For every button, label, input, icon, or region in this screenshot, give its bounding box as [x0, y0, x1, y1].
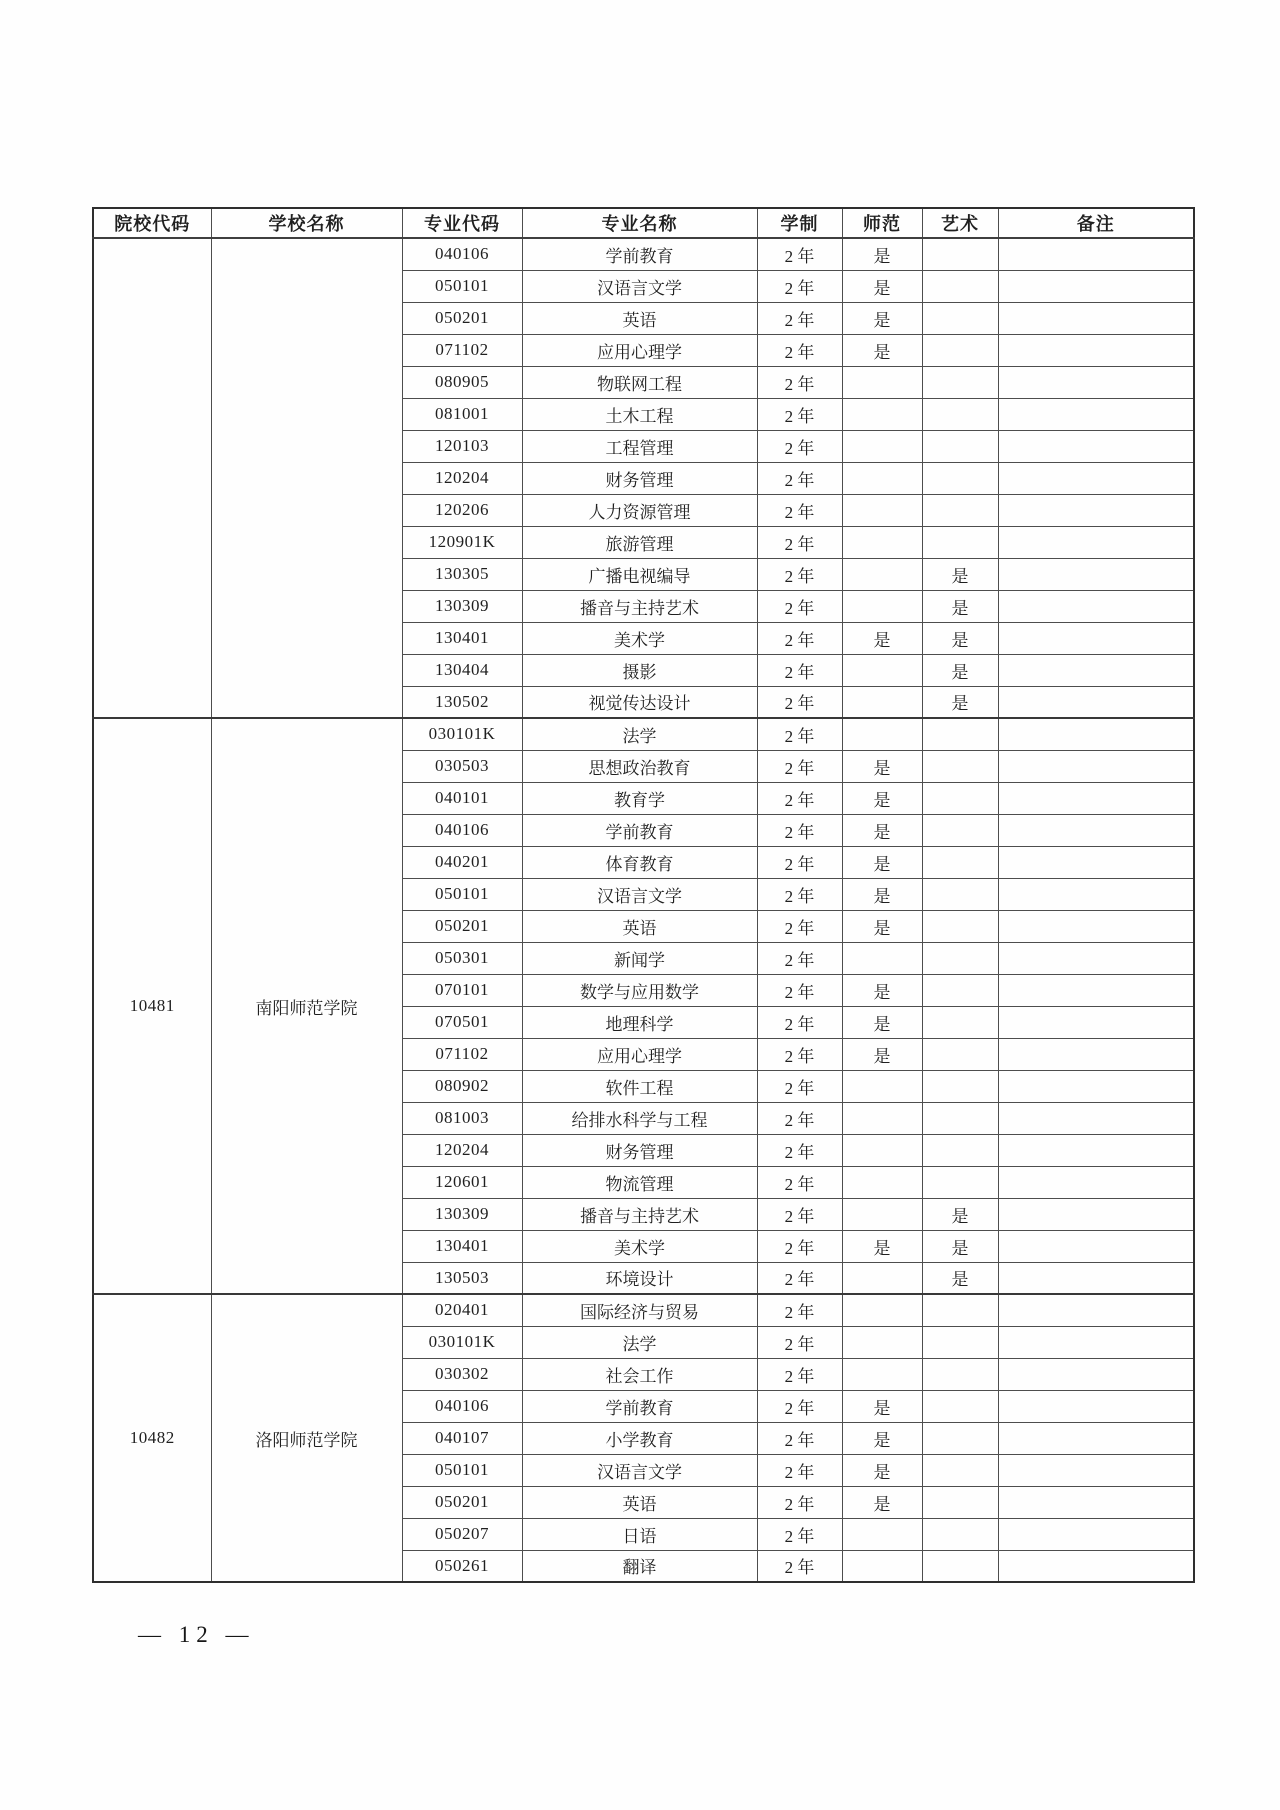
- major-code-cell: 130503: [402, 1262, 522, 1294]
- duration-cell: 2 年: [757, 366, 842, 398]
- major-code-cell: 080905: [402, 366, 522, 398]
- normal-flag-cell: [842, 1550, 922, 1582]
- institution-code-cell: 10482: [93, 1294, 211, 1582]
- art-flag-cell: [922, 1006, 998, 1038]
- page-number: — 12 —: [138, 1622, 255, 1647]
- major-name-cell: 环境设计: [522, 1262, 757, 1294]
- art-flag-cell: [922, 814, 998, 846]
- duration-cell: 2 年: [757, 590, 842, 622]
- art-flag-cell: [922, 718, 998, 750]
- art-flag-cell: [922, 430, 998, 462]
- major-code-cell: 030101K: [402, 718, 522, 750]
- table-row: [93, 1294, 1194, 1326]
- normal-flag-cell: 是: [842, 910, 922, 942]
- remarks-cell: [998, 494, 1194, 526]
- duration-cell: 2 年: [757, 1550, 842, 1582]
- remarks-cell: [998, 1518, 1194, 1550]
- major-name-cell: 土木工程: [522, 398, 757, 430]
- duration-cell: 2 年: [757, 302, 842, 334]
- col-header-remarks: 备注: [998, 208, 1194, 238]
- major-name-cell: 美术学: [522, 622, 757, 654]
- major-code-cell: 130401: [402, 622, 522, 654]
- duration-cell: 2 年: [757, 1422, 842, 1454]
- normal-flag-cell: 是: [842, 846, 922, 878]
- major-code-cell: 050101: [402, 270, 522, 302]
- major-code-cell: 130309: [402, 1198, 522, 1230]
- normal-flag-cell: [842, 1198, 922, 1230]
- major-name-cell: 小学教育: [522, 1422, 757, 1454]
- duration-cell: 2 年: [757, 686, 842, 718]
- col-header-school-name: 学校名称: [211, 208, 402, 238]
- normal-flag-cell: 是: [842, 1038, 922, 1070]
- normal-flag-cell: 是: [842, 1230, 922, 1262]
- normal-flag-cell: [842, 558, 922, 590]
- art-flag-cell: [922, 942, 998, 974]
- table-row: [93, 718, 1194, 750]
- major-code-cell: 040107: [402, 1422, 522, 1454]
- art-flag-cell: [922, 1454, 998, 1486]
- duration-cell: 2 年: [757, 1326, 842, 1358]
- remarks-cell: [998, 1358, 1194, 1390]
- art-flag-cell: 是: [922, 622, 998, 654]
- art-flag-cell: 是: [922, 558, 998, 590]
- major-code-cell: 120204: [402, 462, 522, 494]
- col-header-normal: 师范: [842, 208, 922, 238]
- major-name-cell: 软件工程: [522, 1070, 757, 1102]
- major-code-cell: 070101: [402, 974, 522, 1006]
- major-name-cell: 新闻学: [522, 942, 757, 974]
- duration-cell: 2 年: [757, 654, 842, 686]
- normal-flag-cell: [842, 654, 922, 686]
- table-row: [93, 238, 1194, 270]
- art-flag-cell: [922, 366, 998, 398]
- major-code-cell: 030101K: [402, 1326, 522, 1358]
- remarks-cell: [998, 334, 1194, 366]
- normal-flag-cell: 是: [842, 1454, 922, 1486]
- duration-cell: 2 年: [757, 1134, 842, 1166]
- duration-cell: 2 年: [757, 1230, 842, 1262]
- major-name-cell: 给排水科学与工程: [522, 1102, 757, 1134]
- remarks-cell: [998, 1102, 1194, 1134]
- normal-flag-cell: 是: [842, 622, 922, 654]
- normal-flag-cell: [842, 526, 922, 558]
- major-code-cell: 050201: [402, 910, 522, 942]
- normal-flag-cell: 是: [842, 334, 922, 366]
- remarks-cell: [998, 654, 1194, 686]
- art-flag-cell: 是: [922, 686, 998, 718]
- col-header-institution-code: 院校代码: [93, 208, 211, 238]
- art-flag-cell: [922, 1486, 998, 1518]
- art-flag-cell: [922, 334, 998, 366]
- duration-cell: 2 年: [757, 1070, 842, 1102]
- major-code-cell: 130502: [402, 686, 522, 718]
- normal-flag-cell: 是: [842, 238, 922, 270]
- major-code-cell: 080902: [402, 1070, 522, 1102]
- normal-flag-cell: 是: [842, 270, 922, 302]
- remarks-cell: [998, 1294, 1194, 1326]
- normal-flag-cell: [842, 1070, 922, 1102]
- normal-flag-cell: [842, 494, 922, 526]
- duration-cell: 2 年: [757, 1454, 842, 1486]
- duration-cell: 2 年: [757, 430, 842, 462]
- major-name-cell: 数学与应用数学: [522, 974, 757, 1006]
- art-flag-cell: [922, 1038, 998, 1070]
- duration-cell: 2 年: [757, 526, 842, 558]
- major-code-cell: 040106: [402, 1390, 522, 1422]
- col-header-major-code: 专业代码: [402, 208, 522, 238]
- duration-cell: 2 年: [757, 846, 842, 878]
- normal-flag-cell: [842, 1134, 922, 1166]
- art-flag-cell: [922, 1422, 998, 1454]
- major-code-cell: 130401: [402, 1230, 522, 1262]
- major-name-cell: 英语: [522, 1486, 757, 1518]
- major-name-cell: 美术学: [522, 1230, 757, 1262]
- normal-flag-cell: 是: [842, 974, 922, 1006]
- major-code-cell: 040101: [402, 782, 522, 814]
- major-name-cell: 财务管理: [522, 1134, 757, 1166]
- remarks-cell: [998, 622, 1194, 654]
- remarks-cell: [998, 910, 1194, 942]
- remarks-cell: [998, 558, 1194, 590]
- remarks-cell: [998, 1486, 1194, 1518]
- art-flag-cell: [922, 974, 998, 1006]
- normal-flag-cell: [842, 398, 922, 430]
- major-name-cell: 财务管理: [522, 462, 757, 494]
- major-code-cell: 120204: [402, 1134, 522, 1166]
- major-code-cell: 030302: [402, 1358, 522, 1390]
- major-name-cell: 物联网工程: [522, 366, 757, 398]
- remarks-cell: [998, 1550, 1194, 1582]
- major-code-cell: 130404: [402, 654, 522, 686]
- remarks-cell: [998, 846, 1194, 878]
- duration-cell: 2 年: [757, 1390, 842, 1422]
- major-name-cell: 学前教育: [522, 814, 757, 846]
- major-name-cell: 地理科学: [522, 1006, 757, 1038]
- normal-flag-cell: 是: [842, 782, 922, 814]
- major-code-cell: 050261: [402, 1550, 522, 1582]
- major-name-cell: 人力资源管理: [522, 494, 757, 526]
- normal-flag-cell: [842, 1358, 922, 1390]
- art-flag-cell: [922, 494, 998, 526]
- normal-flag-cell: [842, 462, 922, 494]
- major-name-cell: 广播电视编导: [522, 558, 757, 590]
- normal-flag-cell: [842, 430, 922, 462]
- remarks-cell: [998, 1198, 1194, 1230]
- major-name-cell: 视觉传达设计: [522, 686, 757, 718]
- remarks-cell: [998, 1230, 1194, 1262]
- duration-cell: 2 年: [757, 750, 842, 782]
- major-name-cell: 国际经济与贸易: [522, 1294, 757, 1326]
- major-code-cell: 030503: [402, 750, 522, 782]
- major-name-cell: 旅游管理: [522, 526, 757, 558]
- col-header-art: 艺术: [922, 208, 998, 238]
- remarks-cell: [998, 430, 1194, 462]
- duration-cell: 2 年: [757, 334, 842, 366]
- institution-code-cell: [93, 238, 211, 718]
- remarks-cell: [998, 1038, 1194, 1070]
- remarks-cell: [998, 366, 1194, 398]
- duration-cell: 2 年: [757, 1518, 842, 1550]
- major-name-cell: 汉语言文学: [522, 878, 757, 910]
- duration-cell: 2 年: [757, 910, 842, 942]
- major-code-cell: 120601: [402, 1166, 522, 1198]
- normal-flag-cell: [842, 942, 922, 974]
- major-code-cell: 050207: [402, 1518, 522, 1550]
- major-name-cell: 日语: [522, 1518, 757, 1550]
- major-name-cell: 播音与主持艺术: [522, 590, 757, 622]
- major-code-cell: 050101: [402, 1454, 522, 1486]
- major-name-cell: 学前教育: [522, 238, 757, 270]
- major-code-cell: 120206: [402, 494, 522, 526]
- duration-cell: 2 年: [757, 462, 842, 494]
- header-row: [93, 208, 1194, 238]
- art-flag-cell: [922, 302, 998, 334]
- art-flag-cell: [922, 1326, 998, 1358]
- remarks-cell: [998, 302, 1194, 334]
- major-name-cell: 英语: [522, 910, 757, 942]
- major-name-cell: 汉语言文学: [522, 270, 757, 302]
- major-code-cell: 120901K: [402, 526, 522, 558]
- duration-cell: 2 年: [757, 878, 842, 910]
- normal-flag-cell: 是: [842, 1390, 922, 1422]
- remarks-cell: [998, 1454, 1194, 1486]
- major-code-cell: 130309: [402, 590, 522, 622]
- duration-cell: 2 年: [757, 622, 842, 654]
- remarks-cell: [998, 814, 1194, 846]
- major-name-cell: 社会工作: [522, 1358, 757, 1390]
- art-flag-cell: [922, 1166, 998, 1198]
- art-flag-cell: [922, 398, 998, 430]
- remarks-cell: [998, 1134, 1194, 1166]
- normal-flag-cell: [842, 590, 922, 622]
- remarks-cell: [998, 398, 1194, 430]
- art-flag-cell: [922, 910, 998, 942]
- duration-cell: 2 年: [757, 814, 842, 846]
- major-name-cell: 体育教育: [522, 846, 757, 878]
- duration-cell: 2 年: [757, 782, 842, 814]
- art-flag-cell: [922, 1358, 998, 1390]
- duration-cell: 2 年: [757, 1262, 842, 1294]
- remarks-cell: [998, 1390, 1194, 1422]
- art-flag-cell: [922, 238, 998, 270]
- normal-flag-cell: 是: [842, 1422, 922, 1454]
- duration-cell: 2 年: [757, 1198, 842, 1230]
- majors-table-body: [93, 238, 1194, 1582]
- art-flag-cell: [922, 1294, 998, 1326]
- major-code-cell: 040106: [402, 814, 522, 846]
- major-name-cell: 播音与主持艺术: [522, 1198, 757, 1230]
- major-code-cell: 081003: [402, 1102, 522, 1134]
- normal-flag-cell: 是: [842, 814, 922, 846]
- normal-flag-cell: 是: [842, 302, 922, 334]
- normal-flag-cell: 是: [842, 1006, 922, 1038]
- art-flag-cell: [922, 1518, 998, 1550]
- major-code-cell: 130305: [402, 558, 522, 590]
- duration-cell: 2 年: [757, 1102, 842, 1134]
- art-flag-cell: [922, 1550, 998, 1582]
- remarks-cell: [998, 686, 1194, 718]
- duration-cell: 2 年: [757, 974, 842, 1006]
- normal-flag-cell: [842, 1166, 922, 1198]
- major-name-cell: 学前教育: [522, 1390, 757, 1422]
- major-code-cell: 081001: [402, 398, 522, 430]
- normal-flag-cell: [842, 718, 922, 750]
- major-name-cell: 思想政治教育: [522, 750, 757, 782]
- remarks-cell: [998, 1006, 1194, 1038]
- major-code-cell: 040106: [402, 238, 522, 270]
- remarks-cell: [998, 462, 1194, 494]
- remarks-cell: [998, 718, 1194, 750]
- normal-flag-cell: [842, 1262, 922, 1294]
- major-code-cell: 120103: [402, 430, 522, 462]
- major-code-cell: 020401: [402, 1294, 522, 1326]
- school-name-cell: 洛阳师范学院: [211, 1294, 402, 1582]
- art-flag-cell: [922, 462, 998, 494]
- remarks-cell: [998, 782, 1194, 814]
- normal-flag-cell: [842, 366, 922, 398]
- school-name-cell: [211, 238, 402, 718]
- major-name-cell: 英语: [522, 302, 757, 334]
- art-flag-cell: 是: [922, 1262, 998, 1294]
- art-flag-cell: 是: [922, 1230, 998, 1262]
- duration-cell: 2 年: [757, 494, 842, 526]
- remarks-cell: [998, 238, 1194, 270]
- duration-cell: 2 年: [757, 1166, 842, 1198]
- col-header-major-name: 专业名称: [522, 208, 757, 238]
- art-flag-cell: [922, 1102, 998, 1134]
- duration-cell: 2 年: [757, 398, 842, 430]
- major-name-cell: 应用心理学: [522, 1038, 757, 1070]
- major-code-cell: 040201: [402, 846, 522, 878]
- major-name-cell: 摄影: [522, 654, 757, 686]
- remarks-cell: [998, 1262, 1194, 1294]
- major-name-cell: 物流管理: [522, 1166, 757, 1198]
- duration-cell: 2 年: [757, 270, 842, 302]
- remarks-cell: [998, 1326, 1194, 1358]
- remarks-cell: [998, 942, 1194, 974]
- remarks-cell: [998, 1422, 1194, 1454]
- art-flag-cell: [922, 750, 998, 782]
- major-code-cell: 050301: [402, 942, 522, 974]
- duration-cell: 2 年: [757, 558, 842, 590]
- duration-cell: 2 年: [757, 942, 842, 974]
- art-flag-cell: [922, 270, 998, 302]
- major-name-cell: 工程管理: [522, 430, 757, 462]
- art-flag-cell: [922, 526, 998, 558]
- major-code-cell: 050201: [402, 302, 522, 334]
- remarks-cell: [998, 1166, 1194, 1198]
- remarks-cell: [998, 974, 1194, 1006]
- major-code-cell: 050201: [402, 1486, 522, 1518]
- table-header: [93, 208, 1194, 238]
- duration-cell: 2 年: [757, 238, 842, 270]
- major-name-cell: 应用心理学: [522, 334, 757, 366]
- institution-code-cell: 10481: [93, 718, 211, 1294]
- major-name-cell: 法学: [522, 1326, 757, 1358]
- remarks-cell: [998, 878, 1194, 910]
- remarks-cell: [998, 750, 1194, 782]
- major-name-cell: 汉语言文学: [522, 1454, 757, 1486]
- remarks-cell: [998, 590, 1194, 622]
- art-flag-cell: [922, 1134, 998, 1166]
- remarks-cell: [998, 526, 1194, 558]
- duration-cell: 2 年: [757, 1006, 842, 1038]
- major-code-cell: 070501: [402, 1006, 522, 1038]
- major-name-cell: 教育学: [522, 782, 757, 814]
- art-flag-cell: [922, 1070, 998, 1102]
- normal-flag-cell: [842, 1326, 922, 1358]
- duration-cell: 2 年: [757, 1486, 842, 1518]
- remarks-cell: [998, 1070, 1194, 1102]
- major-code-cell: 071102: [402, 334, 522, 366]
- normal-flag-cell: [842, 686, 922, 718]
- art-flag-cell: [922, 846, 998, 878]
- normal-flag-cell: [842, 1294, 922, 1326]
- majors-table: [92, 207, 1195, 1583]
- school-name-cell: 南阳师范学院: [211, 718, 402, 1294]
- major-name-cell: 翻译: [522, 1550, 757, 1582]
- normal-flag-cell: 是: [842, 878, 922, 910]
- art-flag-cell: 是: [922, 590, 998, 622]
- major-code-cell: 071102: [402, 1038, 522, 1070]
- duration-cell: 2 年: [757, 1038, 842, 1070]
- remarks-cell: [998, 270, 1194, 302]
- normal-flag-cell: 是: [842, 750, 922, 782]
- art-flag-cell: 是: [922, 1198, 998, 1230]
- art-flag-cell: [922, 878, 998, 910]
- art-flag-cell: [922, 782, 998, 814]
- duration-cell: 2 年: [757, 1358, 842, 1390]
- normal-flag-cell: [842, 1102, 922, 1134]
- normal-flag-cell: 是: [842, 1486, 922, 1518]
- duration-cell: 2 年: [757, 1294, 842, 1326]
- art-flag-cell: [922, 1390, 998, 1422]
- col-header-duration: 学制: [757, 208, 842, 238]
- normal-flag-cell: [842, 1518, 922, 1550]
- duration-cell: 2 年: [757, 718, 842, 750]
- major-name-cell: 法学: [522, 718, 757, 750]
- art-flag-cell: 是: [922, 654, 998, 686]
- major-code-cell: 050101: [402, 878, 522, 910]
